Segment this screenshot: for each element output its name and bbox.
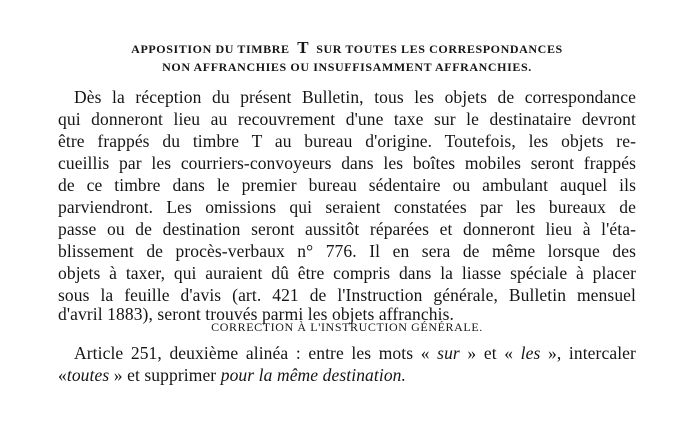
article-text: » et supprimer [113,365,217,385]
section-title-line-2: NON AFFRANCHIES OU INSUFFISAMMENT AFFRANCHIES. [162,60,532,74]
paragraph-line: cueillis par les courriers-convoyeurs dans les boîtes mobiles seront frappés [58,153,636,173]
word-sur: sur [437,343,460,363]
timbre-letter: T [297,38,309,57]
article-line-1 [74,342,636,364]
word-les: les [520,343,541,363]
word-toutes: toutes [66,365,110,385]
paragraph-line: Dès la réception du présent Bulletin, tous les objets de correspondance [74,87,636,107]
paragraph-line: parviendront. Les omissions qui seraient constatées par les bureaux de [58,197,636,217]
paragraph-line: objets à taxer, qui auraient dû être compris dans la liasse spéciale à placer [58,263,636,283]
paragraph-line: sous la feuille d'avis (art. 421 de l'Instruction générale, Bulletin mensuel [58,285,636,305]
title-prefix: APPOSITION DU TIMBRE [131,42,290,56]
paragraph-line: d'avril 1883), seront trouvés parmi les objets affranchis. [58,304,454,324]
article-text: Article 251, deuxième alinéa : entre les mots « [74,343,430,363]
article-text: » et « [467,343,514,363]
paragraph-line: passe ou de destination seront aussitôt réparées et donneront lieu à l'éta- [58,219,636,239]
title-suffix: SUR TOUTES LES CORRESPONDANCES [316,42,563,56]
paragraph-line: de ce timbre dans le premier bureau sédentaire ou ambulant auquel ils [58,175,636,195]
section-title-line-1 [0,38,694,58]
correction-heading: CORRECTION À L'INSTRUCTION GÉNÉRALE. [211,320,483,334]
article-line-2 [58,364,636,386]
article-text: », intercaler [548,343,636,363]
italic-phrase: pour la même destination. [220,365,406,385]
paragraph-line: être frappés du timbre T au bureau d'origine. Toutefois, les objets re- [58,131,636,151]
article-text: « [58,365,67,385]
paragraph-line: blissement de procès-verbaux n° 776. Il en sera de même lorsque des [58,241,636,261]
paragraph-line: qui donneront lieu au recouvrement d'une taxe sur le destinataire devront [58,109,636,129]
